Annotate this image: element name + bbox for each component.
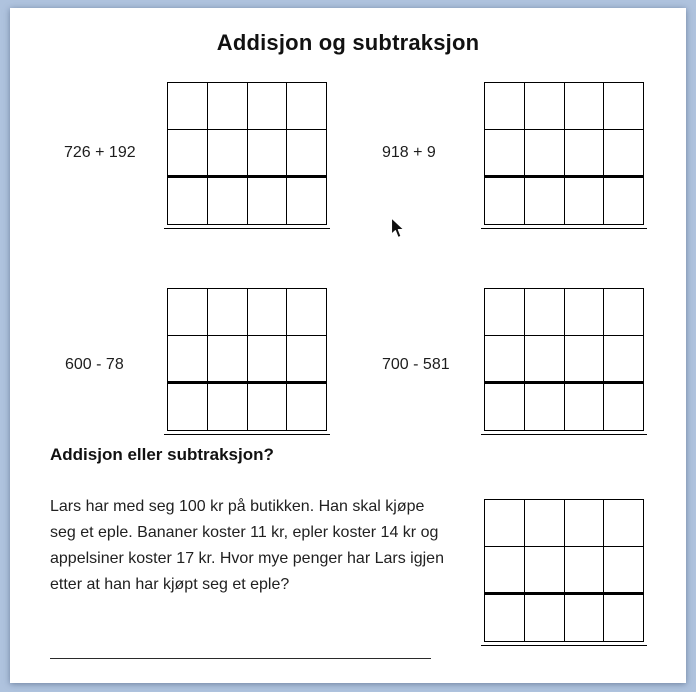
grid-cell bbox=[564, 130, 604, 175]
grid-cell bbox=[524, 130, 564, 175]
grid-cell bbox=[247, 384, 287, 430]
grid-cell bbox=[564, 289, 604, 335]
grid-cell bbox=[485, 500, 524, 546]
grid-cell bbox=[524, 289, 564, 335]
grid-cell bbox=[207, 289, 247, 335]
grid-cell bbox=[168, 130, 207, 175]
grid-cell bbox=[286, 289, 326, 335]
grid-cell bbox=[485, 595, 524, 641]
grid-cell bbox=[207, 83, 247, 129]
answer-row bbox=[168, 381, 326, 430]
grid-cell bbox=[564, 83, 604, 129]
grid-cell bbox=[286, 384, 326, 430]
grid-cell bbox=[524, 547, 564, 592]
grid-cell bbox=[168, 336, 207, 381]
operand-row bbox=[485, 289, 643, 335]
worksheet-page bbox=[10, 8, 686, 683]
operand-row bbox=[168, 289, 326, 335]
operand-row bbox=[485, 83, 643, 129]
calc-grid-1 bbox=[167, 82, 327, 229]
operand-row bbox=[168, 335, 326, 381]
grid-cell bbox=[247, 336, 287, 381]
grid-cell bbox=[286, 336, 326, 381]
operand-row bbox=[168, 129, 326, 175]
grid-cell bbox=[485, 83, 524, 129]
grid-cell bbox=[286, 83, 326, 129]
grid-cell bbox=[524, 384, 564, 430]
operand-row bbox=[485, 129, 643, 175]
calc-grid-box bbox=[167, 288, 327, 431]
grid-cell bbox=[564, 547, 604, 592]
grid-cell bbox=[603, 384, 643, 430]
grid-cell bbox=[564, 178, 604, 224]
grid-cell bbox=[168, 289, 207, 335]
grid-cell bbox=[485, 289, 524, 335]
problem-label-1: 726 + 192 bbox=[64, 144, 136, 161]
problem-label-4: 700 - 581 bbox=[382, 356, 450, 373]
grid-cell bbox=[524, 83, 564, 129]
grid-cell bbox=[247, 130, 287, 175]
grid-cell bbox=[603, 547, 643, 592]
answer-row bbox=[168, 175, 326, 224]
grid-cell bbox=[564, 500, 604, 546]
problem-label-3: 600 - 78 bbox=[65, 356, 124, 373]
grid-cell bbox=[564, 336, 604, 381]
operand-row bbox=[485, 500, 643, 546]
grid-underline bbox=[481, 228, 647, 229]
grid-underline bbox=[164, 228, 330, 229]
operand-row bbox=[485, 335, 643, 381]
grid-cell bbox=[564, 595, 604, 641]
calc-grid-box bbox=[484, 499, 644, 642]
answer-row bbox=[485, 175, 643, 224]
grid-cell bbox=[603, 130, 643, 175]
grid-cell bbox=[207, 384, 247, 430]
grid-cell bbox=[485, 130, 524, 175]
grid-cell bbox=[286, 130, 326, 175]
grid-cell bbox=[603, 289, 643, 335]
calc-grid-3 bbox=[167, 288, 327, 435]
grid-underline bbox=[164, 434, 330, 435]
grid-cell bbox=[524, 595, 564, 641]
grid-cell bbox=[524, 336, 564, 381]
grid-cell bbox=[603, 178, 643, 224]
calc-grid-box bbox=[167, 82, 327, 225]
problem-label-2: 918 + 9 bbox=[382, 144, 436, 161]
page-title: Addisjon og subtraksjon bbox=[216, 30, 480, 55]
grid-cell bbox=[168, 384, 207, 430]
grid-cell bbox=[485, 547, 524, 592]
grid-underline bbox=[481, 645, 647, 646]
grid-cell bbox=[247, 178, 287, 224]
word-problem-text: Lars har med seg 100 kr på butikken. Han skal kjøpe seg et eple. Bananer koster 11 kr, epler koster 14 kr og appelsiner koster 17 kr. Hvor mye penger har Lars igjen etter at han har kjøpt seg et eple? bbox=[50, 498, 444, 593]
grid-cell bbox=[485, 336, 524, 381]
calc-grid-box bbox=[484, 288, 644, 431]
answer-row bbox=[485, 592, 643, 641]
operand-row bbox=[485, 546, 643, 592]
grid-cell bbox=[603, 595, 643, 641]
calc-grid-2 bbox=[484, 82, 644, 229]
grid-cell bbox=[286, 178, 326, 224]
grid-cell bbox=[247, 83, 287, 129]
grid-cell bbox=[603, 336, 643, 381]
calc-grid-4 bbox=[484, 288, 644, 435]
grid-cell bbox=[524, 178, 564, 224]
grid-cell bbox=[485, 178, 524, 224]
section-heading: Addisjon eller subtraksjon? bbox=[50, 445, 274, 464]
grid-cell bbox=[168, 178, 207, 224]
grid-cell bbox=[207, 178, 247, 224]
grid-cell bbox=[207, 336, 247, 381]
answer-line bbox=[50, 658, 431, 659]
grid-cell bbox=[247, 289, 287, 335]
grid-cell bbox=[207, 130, 247, 175]
calc-grid-word-problem bbox=[484, 499, 644, 646]
grid-cell bbox=[603, 500, 643, 546]
calc-grid-box bbox=[484, 82, 644, 225]
grid-underline bbox=[481, 434, 647, 435]
grid-cell bbox=[524, 500, 564, 546]
grid-cell bbox=[564, 384, 604, 430]
grid-cell bbox=[485, 384, 524, 430]
operand-row bbox=[168, 83, 326, 129]
grid-cell bbox=[168, 83, 207, 129]
grid-cell bbox=[603, 83, 643, 129]
answer-row bbox=[485, 381, 643, 430]
